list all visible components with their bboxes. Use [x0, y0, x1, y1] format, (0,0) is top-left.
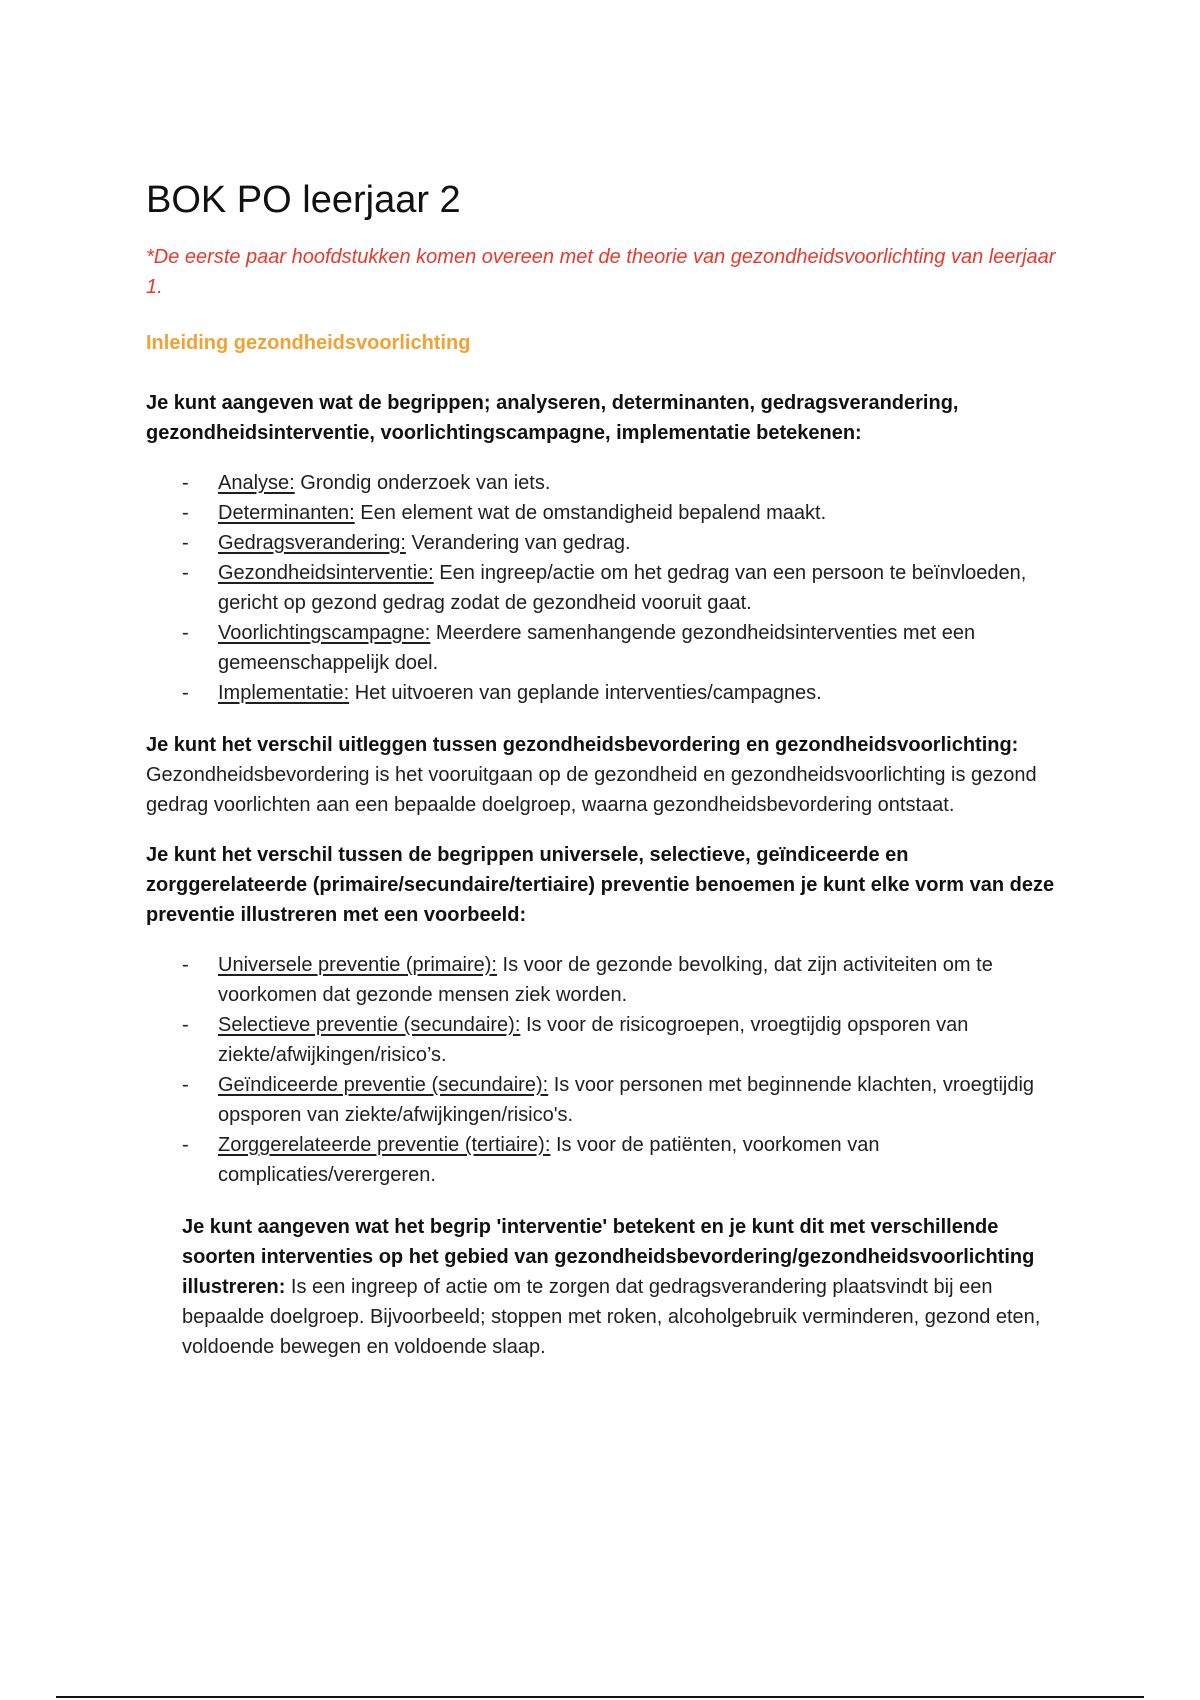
list-item	[182, 468, 1066, 498]
question-text: Je kunt het verschil tussen de begrippen universele, selectieve, geïndiceerde en zorggerelateerde (primaire/secundaire/tertiaire) preventie benoemen je kunt elke vorm van deze preventie illustreren met een voorbeeld:	[146, 843, 1055, 926]
list-item	[182, 1070, 1066, 1130]
definition: Een element wat de omstandigheid bepalend maakt.	[354, 501, 827, 524]
term: Voorlichtingscampagne:	[218, 621, 431, 644]
answer-text: Gezondheidsbevordering is het vooruitgaan op de gezondheid en gezondheidsvoorlichting is gezond gedrag voorlichten aan een bepaalde doelgroep, waarna gezondheidsbevordering ontstaat.	[146, 763, 1037, 816]
question-verschil	[146, 730, 1066, 820]
term: Gedragsverandering:	[218, 531, 406, 554]
list-item	[182, 950, 1066, 1010]
question-preventie	[146, 840, 1066, 930]
definition: Verandering van gedrag.	[405, 531, 631, 554]
definition: Is voor de patiënten, voorkomen van complicaties/verergeren.	[218, 1133, 880, 1186]
document-content	[146, 178, 1066, 1382]
term: Analyse:	[218, 471, 295, 494]
definition: Is voor de risicogroepen, vroegtijdig opsporen van ziekte/afwijkingen/risico’s.	[218, 1013, 969, 1066]
list-item	[182, 1010, 1066, 1070]
definition: Is voor de gezonde bevolking, dat zijn activiteiten om te voorkomen dat gezonde mensen ziek worden.	[218, 953, 993, 1006]
definition: Het uitvoeren van geplande interventies/campagnes.	[349, 681, 822, 704]
definition: Meerdere samenhangende gezondheidsinterventies met een gemeenschappelijk doel.	[218, 621, 976, 674]
prevention-list	[182, 950, 1066, 1190]
definition: Grondig onderzoek van iets.	[294, 471, 551, 494]
term: Universele preventie (primaire):	[218, 953, 497, 976]
answer-text: Is een ingreep of actie om te zorgen dat gedragsverandering plaatsvindt bij een bepaalde doelgroep. Bijvoorbeeld; stoppen met roken, alcoholgebruik verminderen, gezond eten, voldoende bewegen en voldoende slaap.	[182, 1275, 1041, 1358]
list-item	[182, 558, 1066, 618]
section-heading: Inleiding gezondheidsvoorlichting	[146, 331, 471, 354]
list-item	[182, 498, 1066, 528]
intro-note: *De eerste paar hoofdstukken komen overeen met de theorie van gezondheidsvoorlichting van leerjaar 1.	[146, 245, 1056, 298]
page-title: BOK PO leerjaar 2	[146, 179, 461, 221]
definitions-list	[182, 468, 1066, 708]
list-item	[182, 1130, 1066, 1190]
term: Gezondheidsinterventie:	[218, 561, 434, 584]
question-interventie	[182, 1212, 1066, 1362]
term: Geïndiceerde preventie (secundaire):	[218, 1073, 549, 1096]
question-text: Je kunt het verschil uitleggen tussen gezondheidsbevordering en gezondheidsvoorlichting:	[146, 733, 1019, 756]
term: Zorggerelateerde preventie (tertiaire):	[218, 1133, 551, 1156]
term: Selectieve preventie (secundaire):	[218, 1013, 521, 1036]
list-item	[182, 678, 1066, 708]
list-item	[182, 618, 1066, 678]
term: Determinanten:	[218, 501, 355, 524]
page-divider	[56, 1696, 1144, 1698]
question-begrippen	[146, 388, 1066, 448]
question-text: Je kunt aangeven wat het begrip 'interventie' betekent en je kunt dit met verschillende soorten interventies op het gebied van gezondheidsbevordering/gezondheidsvoorlichting illustreren:	[182, 1215, 1035, 1298]
term: Implementatie:	[218, 681, 350, 704]
definition: Is voor personen met beginnende klachten, vroegtijdig opsporen van ziekte/afwijkingen/risico's.	[218, 1073, 1035, 1126]
question-text: Je kunt aangeven wat de begrippen; analyseren, determinanten, gedragsverandering, gezondheidsinterventie, voorlichtingscampagne, implementatie betekenen:	[146, 391, 959, 444]
list-item	[182, 528, 1066, 558]
definition: Een ingreep/actie om het gedrag van een persoon te beïnvloeden, gericht op gezond gedrag zodat de gezondheid vooruit gaat.	[218, 561, 1027, 614]
